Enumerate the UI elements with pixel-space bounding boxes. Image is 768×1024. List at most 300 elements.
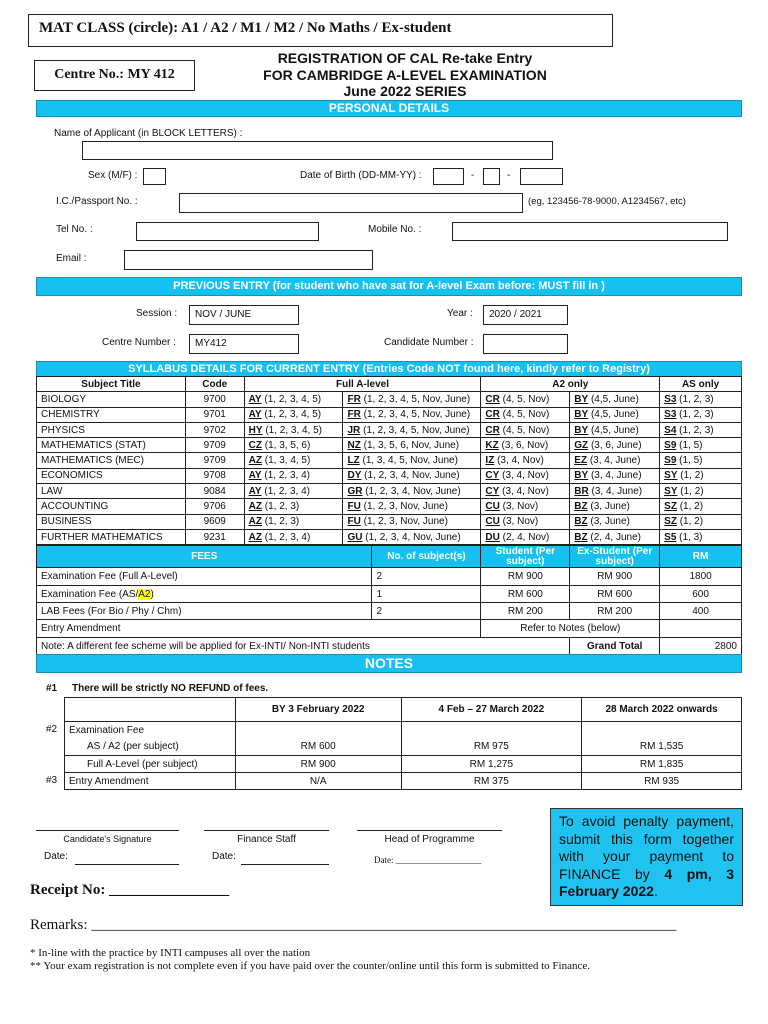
entry-code: AZ	[248, 516, 262, 528]
subject-code: 9701	[185, 407, 244, 422]
notes-fee: RM 935	[582, 773, 742, 790]
email-field[interactable]	[124, 250, 373, 270]
fee-label	[37, 586, 372, 603]
entry-code-cell	[343, 438, 481, 453]
syllabus-row	[37, 438, 742, 453]
entry-components: (1, 2, 3)	[679, 409, 714, 421]
subject-title: CHEMISTRY	[37, 407, 186, 422]
grand-total-label: Grand Total	[570, 638, 660, 655]
entry-code-cell	[570, 514, 660, 529]
entry-code-cell	[570, 422, 660, 437]
empty-cell	[235, 722, 401, 739]
entry-code-cell	[481, 514, 570, 529]
entry-code: JR	[347, 424, 361, 436]
entry-components: (3, June)	[590, 501, 630, 513]
entry-components: (1, 2, 3, 4)	[264, 531, 311, 543]
entry-code-cell	[343, 392, 481, 407]
entry-code: AY	[248, 393, 262, 405]
fee-count: 2	[372, 603, 481, 620]
entry-code-cell	[660, 499, 742, 514]
entry-components: (1, 3, 4, 5)	[264, 455, 311, 467]
subject-title: BIOLOGY	[37, 392, 186, 407]
entry-components: (1, 5)	[679, 455, 703, 467]
entry-components: (1, 2)	[680, 485, 704, 497]
fees-col: Ex-Student (Per subject)	[570, 546, 660, 568]
notes-fee: RM 600	[235, 739, 401, 756]
session-field[interactable]: NOV / JUNE	[189, 305, 299, 325]
entry-code: BZ	[574, 501, 588, 513]
dob-separator: -	[507, 170, 511, 181]
entry-code: CU	[485, 516, 500, 528]
entry-code: S9	[664, 439, 677, 451]
entry-code-cell	[570, 529, 660, 544]
finance-signature-line[interactable]	[204, 830, 329, 831]
entry-code-cell	[660, 453, 742, 468]
ic-label: I.C./Passport No. :	[56, 196, 138, 207]
entry-components: (4, 5, Nov)	[502, 424, 550, 436]
fee-ex-student: RM 900	[570, 568, 660, 586]
entry-code: EZ	[574, 455, 588, 467]
fee-rm: 400	[660, 603, 742, 620]
notes-fee: N/A	[235, 773, 401, 790]
notes-col: 28 March 2022 onwards	[582, 698, 742, 722]
entry-code-cell	[343, 422, 481, 437]
syllabus-header: SYLLABUS DETAILS FOR CURRENT ENTRY (Entries Code NOT found here, kindly refer to Registry)	[36, 361, 742, 377]
entry-code-cell	[343, 514, 481, 529]
notes-row-label: Full A-Level (per subject)	[65, 756, 236, 773]
entry-code-cell	[244, 453, 343, 468]
entry-components: (4, 5, Nov)	[502, 409, 550, 421]
penalty-deadline: 4 pm, 3 February 2022	[559, 865, 734, 899]
entry-code: CY	[485, 485, 500, 497]
entry-code-cell	[343, 407, 481, 422]
fee-label: LAB Fees (For Bio / Phy / Chm)	[37, 603, 372, 620]
entry-code-cell	[343, 468, 481, 483]
finance-staff-label: Finance Staff	[237, 834, 296, 845]
entry-components: (1, 2, 3)	[679, 393, 714, 405]
entry-code-cell	[343, 484, 481, 499]
tel-label: Tel No. :	[56, 224, 93, 235]
entry-code: FR	[347, 409, 361, 421]
paren: )	[150, 588, 154, 600]
year-field[interactable]: 2020 / 2021	[483, 305, 568, 325]
penalty-end: .	[653, 883, 658, 899]
entry-code-cell	[570, 392, 660, 407]
notes-fee-table	[64, 697, 742, 790]
centre-no-box: Centre No.: MY 412	[34, 60, 195, 91]
entry-components: (1, 2, 3, 4, Nov, June)	[365, 531, 461, 543]
entry-code-cell	[244, 468, 343, 483]
entry-components: (1, 2, 3, 4)	[264, 470, 310, 482]
entry-components: (4, 5, Nov)	[502, 393, 550, 405]
centre-number-field[interactable]: MY412	[189, 334, 299, 354]
entry-code: S5	[664, 531, 677, 543]
col-subject: Subject Title	[37, 377, 186, 392]
col-a2: A2 only	[481, 377, 660, 392]
fees-col: RM	[660, 546, 742, 568]
fee-label: Examination Fee (Full A-Level)	[37, 568, 372, 586]
entry-code: FU	[347, 501, 361, 513]
syllabus-row	[37, 499, 742, 514]
subject-code: 9709	[185, 453, 244, 468]
notes-row	[65, 773, 742, 790]
notes-row-label: AS / A2 (per subject)	[65, 739, 236, 756]
head-signature-line[interactable]	[357, 830, 502, 831]
entry-code: CR	[485, 424, 500, 436]
entry-components: (1, 2, 3, 4, 5, Nov, June)	[363, 424, 470, 436]
entry-code: FU	[347, 516, 361, 528]
a2-highlight: A2	[138, 588, 151, 600]
entry-code: BY	[574, 470, 589, 482]
entry-code-cell	[481, 438, 570, 453]
entry-code-cell	[481, 392, 570, 407]
entry-code: SY	[664, 470, 678, 482]
notes-row	[65, 739, 742, 756]
entry-code: CR	[485, 393, 500, 405]
finance-date-label: Date:	[212, 851, 236, 862]
entry-components: (4,5, June)	[590, 409, 639, 421]
entry-components: (3, 6, Nov)	[501, 439, 549, 451]
mobile-field[interactable]	[452, 222, 728, 241]
entry-components: (1, 2, 3)	[264, 501, 300, 513]
entry-components: (3, 4, June)	[590, 470, 642, 482]
notes-row	[65, 756, 742, 773]
notes-fee: RM 900	[235, 756, 401, 773]
entry-code-cell	[244, 422, 343, 437]
ic-hint: (eg, 123456-78-9000, A1234567, etc)	[528, 196, 686, 207]
entry-components: (3, Nov)	[502, 516, 539, 528]
entry-code-cell	[481, 453, 570, 468]
fee-student: RM 600	[481, 586, 570, 603]
entry-code: AY	[248, 485, 262, 497]
subject-title: FURTHER MATHEMATICS	[37, 529, 186, 544]
subject-code: 9700	[185, 392, 244, 407]
entry-code: AZ	[248, 501, 262, 513]
entry-code-cell	[481, 484, 570, 499]
penalty-text: To avoid penalty payment, submit this form together with your payment to FINANCE by	[559, 813, 734, 882]
entry-code: BY	[574, 393, 589, 405]
candidate-signature-label: Candidate's Signature	[63, 834, 152, 844]
entry-components: (1, 3, 4, 5, Nov, June)	[362, 455, 458, 467]
fee-count: 1	[372, 586, 481, 603]
entry-code: AY	[248, 470, 262, 482]
note-3-number: #3	[46, 775, 58, 786]
entry-components: (3, Nov)	[502, 501, 539, 513]
entry-components: (1, 2, 3)	[679, 424, 714, 436]
entry-code: FR	[347, 393, 361, 405]
entry-code: AY	[248, 409, 262, 421]
note-1-number: #1	[46, 683, 58, 694]
entry-code-cell	[343, 529, 481, 544]
subject-code: 9709	[185, 438, 244, 453]
entry-components: (1, 2, 3, Nov, June)	[363, 516, 448, 528]
entry-components: (1, 2, 3, 4, 5)	[265, 424, 323, 436]
dob-day-field[interactable]	[433, 168, 464, 185]
receipt-no: Receipt No: ________________	[30, 882, 230, 898]
sex-field[interactable]	[143, 168, 166, 185]
entry-code-cell	[570, 468, 660, 483]
personal-details-header: PERSONAL DETAILS	[36, 100, 742, 117]
footnote: ** Your exam registration is not complete even if you have paid over the counter/online until this form is submitted to Finance.	[30, 960, 590, 972]
entry-components: (2, 4, June)	[590, 531, 641, 543]
syllabus-row	[37, 407, 742, 422]
entry-components: (1, 2, 3, 4, Nov, June)	[364, 470, 460, 482]
fee-label-text: Examination Fee (AS/	[41, 588, 139, 600]
dob-month-field[interactable]	[483, 168, 500, 185]
syllabus-row	[37, 453, 742, 468]
entry-code: S9	[664, 455, 677, 467]
entry-code: S3	[664, 393, 677, 405]
note-1-text: There will be strictly NO REFUND of fees.	[72, 683, 269, 694]
syllabus-row	[37, 468, 742, 483]
name-field[interactable]	[82, 141, 553, 160]
entry-code-cell	[244, 484, 343, 499]
entry-components: (1, 3, 5, 6, Nov, June)	[363, 439, 460, 451]
fee-student: RM 900	[481, 568, 570, 586]
entry-code: HY	[248, 424, 263, 436]
syllabus-row	[37, 422, 742, 437]
subject-title: ECONOMICS	[37, 468, 186, 483]
notes-fee: RM 1,835	[582, 756, 742, 773]
name-label: Name of Applicant (in BLOCK LETTERS) :	[54, 128, 243, 139]
entry-code: CR	[485, 409, 500, 421]
fees-col: Student (Per subject)	[481, 546, 570, 568]
notes-fee: RM 375	[401, 773, 582, 790]
remarks: Remarks: ______________________________________________________________________________	[30, 917, 677, 933]
notes-fee: RM 975	[401, 739, 582, 756]
entry-code-cell	[244, 438, 343, 453]
syllabus-header-row	[37, 377, 742, 392]
penalty-notice	[556, 813, 737, 901]
subject-title: LAW	[37, 484, 186, 499]
note-2-number: #2	[46, 724, 58, 735]
entry-components: (1, 2, 3, Nov, June)	[363, 501, 448, 513]
mobile-label: Mobile No. :	[368, 224, 422, 235]
candidate-number-label: Candidate Number :	[384, 337, 474, 348]
entry-components: (3, 4, June)	[589, 455, 641, 467]
entry-code: GR	[347, 485, 363, 497]
title-line: FOR CAMBRIDGE A-LEVEL EXAMINATION	[263, 66, 547, 83]
exam-fee-label: Examination Fee	[65, 722, 236, 739]
entry-components: (1, 2, 3, 4, 5, Nov, June)	[363, 409, 471, 421]
empty-cell	[401, 722, 582, 739]
candidate-date-line[interactable]	[75, 864, 179, 865]
syllabus-row	[37, 529, 742, 544]
tel-field[interactable]	[136, 222, 319, 241]
entry-components: (1, 3, 5, 6)	[264, 439, 311, 451]
col-as: AS only	[660, 377, 742, 392]
entry-code-cell	[481, 468, 570, 483]
entry-components: (3, June)	[590, 516, 630, 528]
entry-code-cell	[481, 499, 570, 514]
entry-components: (1, 2, 3, 4, 5, Nov, June)	[363, 393, 471, 405]
entry-components: (1, 2)	[679, 516, 704, 528]
syllabus-table	[36, 376, 742, 545]
fees-table	[36, 545, 742, 655]
entry-code: KZ	[485, 439, 499, 451]
subject-title: MATHEMATICS (STAT)	[37, 438, 186, 453]
entry-code: CY	[485, 470, 500, 482]
entry-code: BR	[574, 485, 589, 497]
fee-ex-student: RM 200	[570, 603, 660, 620]
title-line: June 2022 SERIES	[343, 83, 467, 99]
entry-components: (3, 4, Nov)	[502, 470, 549, 482]
entry-code: GU	[347, 531, 363, 543]
entry-code-cell	[244, 499, 343, 514]
candidate-signature-line[interactable]	[36, 830, 179, 831]
notes-col: BY 3 February 2022	[235, 698, 401, 722]
entry-code: BY	[574, 409, 589, 421]
subject-code: 9609	[185, 514, 244, 529]
session-label: Session :	[136, 308, 178, 319]
entry-components: (3, 4, Nov)	[497, 455, 544, 467]
entry-code: BY	[574, 424, 589, 436]
candidate-number-field[interactable]	[483, 334, 568, 354]
head-of-programme-label: Head of Programme	[384, 834, 475, 845]
subject-title: ACCOUNTING	[37, 499, 186, 514]
dob-year-field[interactable]	[520, 168, 563, 185]
notes-fee: RM 1,535	[582, 739, 742, 756]
entry-code-cell	[660, 422, 742, 437]
syllabus-row	[37, 514, 742, 529]
entry-code-cell	[660, 484, 742, 499]
entry-code: GZ	[574, 439, 589, 451]
entry-code-cell	[660, 392, 742, 407]
entry-code: SY	[664, 485, 678, 497]
candidate-date-label: Date:	[44, 851, 68, 862]
entry-code-cell	[244, 407, 343, 422]
subject-code: 9708	[185, 468, 244, 483]
grand-total-value: 2800	[660, 638, 742, 655]
entry-code-cell	[343, 499, 481, 514]
entry-code-cell	[660, 438, 742, 453]
centre-number-label: Centre Number :	[102, 337, 176, 348]
entry-components: (1, 2, 3, 4, Nov, June)	[365, 485, 461, 497]
head-date-label: Date: ___________________	[374, 855, 482, 865]
amendment-rm	[660, 620, 742, 638]
notes-row	[65, 722, 742, 739]
finance-date-line[interactable]	[241, 864, 329, 865]
fee-row	[37, 603, 742, 620]
form-title	[210, 50, 600, 100]
col-code: Code	[185, 377, 244, 392]
entry-components: (1, 2, 3, 4, 5)	[264, 393, 322, 405]
entry-code: S4	[664, 424, 677, 436]
subject-title: BUSINESS	[37, 514, 186, 529]
mat-class-box: MAT CLASS (circle): A1 / A2 / M1 / M2 / No Maths / Ex-student	[28, 14, 613, 47]
entry-components: (3, 6, June)	[590, 439, 642, 451]
title-line: REGISTRATION OF CAL Re-take Entry	[277, 50, 533, 66]
entry-code-cell	[660, 529, 742, 544]
entry-code-cell	[481, 407, 570, 422]
entry-components: (4,5, June)	[590, 424, 639, 436]
email-label: Email :	[56, 253, 87, 264]
total-row	[37, 638, 742, 655]
fee-rm: 1800	[660, 568, 742, 586]
fee-student: RM 200	[481, 603, 570, 620]
notes-row-label: Entry Amendment	[65, 773, 236, 790]
entry-code: S3	[664, 409, 677, 421]
entry-components: (1, 2)	[679, 501, 704, 513]
dob-separator: -	[471, 170, 475, 181]
entry-code: LZ	[347, 455, 360, 467]
entry-code: IZ	[485, 455, 495, 467]
dob-label: Date of Birth (DD-MM-YY) :	[300, 170, 422, 181]
amendment-row	[37, 620, 742, 638]
entry-code-cell	[570, 438, 660, 453]
fees-col: FEES	[37, 546, 372, 568]
entry-components: (3, 4, June)	[591, 485, 643, 497]
entry-code: CZ	[248, 439, 262, 451]
fee-row	[37, 568, 742, 586]
year-label: Year :	[447, 308, 473, 319]
entry-code: SZ	[664, 501, 677, 513]
subject-code: 9706	[185, 499, 244, 514]
subject-code: 9702	[185, 422, 244, 437]
syllabus-row	[37, 392, 742, 407]
ic-field[interactable]	[179, 193, 523, 213]
entry-components: (1, 5)	[679, 439, 703, 451]
col-full: Full A-level	[244, 377, 481, 392]
fee-ex-student: RM 600	[570, 586, 660, 603]
fee-note: Note: A different fee scheme will be applied for Ex-INTI/ Non-INTI students	[37, 638, 570, 655]
fees-col: No. of subject(s)	[372, 546, 481, 568]
subject-code: 9231	[185, 529, 244, 544]
subject-title: PHYSICS	[37, 422, 186, 437]
entry-code-cell	[343, 453, 481, 468]
notes-header: NOTES	[36, 654, 742, 673]
entry-code: AZ	[248, 455, 262, 467]
entry-components: (1, 2)	[680, 470, 704, 482]
entry-code: SZ	[664, 516, 677, 528]
subject-title: MATHEMATICS (MEC)	[37, 453, 186, 468]
entry-code: DU	[485, 531, 500, 543]
entry-code: AZ	[248, 531, 262, 543]
entry-components: (2, 4, Nov)	[502, 531, 550, 543]
entry-code-cell	[481, 529, 570, 544]
notes-col: 4 Feb – 27 March 2022	[401, 698, 582, 722]
fee-rm: 600	[660, 586, 742, 603]
entry-code-cell	[570, 407, 660, 422]
entry-components: (1, 3)	[679, 531, 703, 543]
syllabus-row	[37, 484, 742, 499]
entry-code: BZ	[574, 531, 588, 543]
fee-row	[37, 586, 742, 603]
entry-code: BZ	[574, 516, 588, 528]
notes-fee: RM 1,275	[401, 756, 582, 773]
entry-code-cell	[570, 484, 660, 499]
notes-header-row	[65, 698, 742, 722]
entry-components: (1, 2, 3)	[264, 516, 300, 528]
entry-code-cell	[244, 529, 343, 544]
entry-code-cell	[660, 468, 742, 483]
entry-components: (1, 2, 3, 4)	[264, 485, 310, 497]
penalty-notice-box	[550, 808, 743, 906]
empty-cell	[582, 722, 742, 739]
fee-count: 2	[372, 568, 481, 586]
footnote: * In-line with the practice by INTI campuses all over the nation	[30, 947, 311, 959]
entry-components: (1, 2, 3, 4, 5)	[264, 409, 322, 421]
fees-header-row	[37, 546, 742, 568]
sex-label: Sex (M/F) :	[88, 170, 138, 181]
notes-col	[65, 698, 236, 722]
entry-code-cell	[244, 392, 343, 407]
entry-code-cell	[570, 453, 660, 468]
entry-code: DY	[347, 470, 362, 482]
subject-code: 9084	[185, 484, 244, 499]
entry-components: (3, 4, Nov)	[502, 485, 549, 497]
amendment-value: Refer to Notes (below)	[481, 620, 660, 638]
